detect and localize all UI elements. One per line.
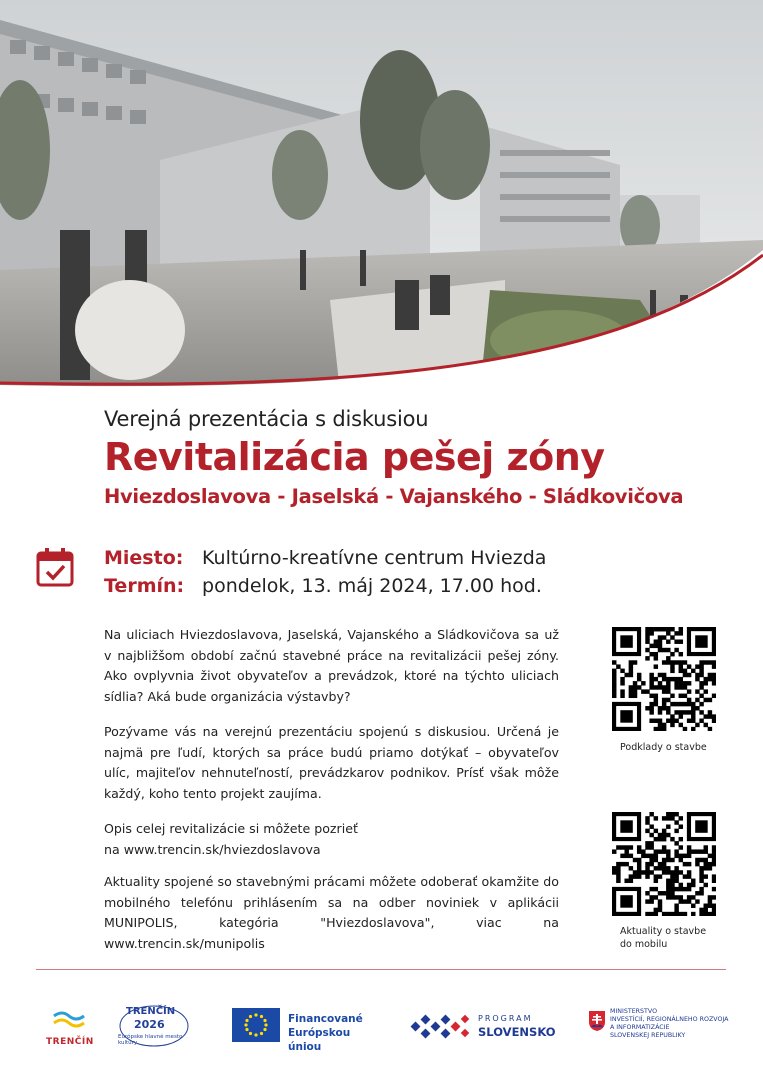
calendar-icon [36,547,76,587]
ministry-line2: INVESTÍCIÍ, REGIONÁLNEHO ROZVOJA [610,1016,729,1023]
qr-caption-mobile [620,925,706,951]
footer-divider [36,969,726,970]
hero-rendering-image [0,0,763,392]
trencin-emblem-icon [46,1008,92,1030]
poster-title: Revitalizácia pešej zóny [104,435,605,479]
paragraph-news: Aktuality spojené so stavebnými prácami môžete odoberať okamžite do mobilného telefónu prihlásením sa na odber noviniek v aplikácii MUNIPOLIS, kategória "Hviezdoslavova", viac na www.trencin.sk/munipolis [104,874,559,951]
paragraph-description [104,819,559,860]
partner-logos [0,1000,763,1060]
eu-line1: Financované [288,1013,363,1025]
qr-caption-line1: Aktuality o stavbe [620,926,707,937]
qr-caption-line2: do mobilu [620,939,668,950]
program-slovensko-emblem-icon [408,1012,472,1042]
place-label: Miesto: [104,547,184,569]
eu-funding-text [288,1012,387,1054]
event-info [104,544,546,600]
paragraph-intro: Na uliciach Hviezdoslavova, Jaselská, Vajanského a Sládkovičova sa už v najbližšom období začnú stavebné práce na revitalizácii pešej zóny. Ako ovplyvnia život obyvateľov a prevádzok, ktoré na týchto uliciach sídlia? Aká bude organizácia výstavby? [104,627,559,704]
slovensko-label: SLOVENSKO [478,1025,556,1039]
eu-line2: Európskou úniou [288,1027,351,1053]
ecoc-city: TRENČÍN [126,1006,176,1017]
program-slovensko-logo [408,1010,568,1044]
ministry-text [610,1008,728,1040]
date-label: Termín: [104,575,185,597]
ministry-line1: MINISTERSTVO [610,1008,658,1015]
eu-flag-icon [232,1008,280,1042]
streets-list: Hviezdoslavova - Jaselská - Vajanského - Sládkovičova [104,485,684,508]
date-value: pondelok, 13. máj 2024, 17.00 hod. [202,575,542,597]
description-text: Opis celej revitalizácie si môžete pozrieť [104,821,358,836]
qr-code-mobile[interactable] [612,812,716,916]
trencin-logo [46,1008,92,1047]
body-text [104,625,559,969]
ecoc-year: 2026 [134,1018,165,1031]
place-value: Kultúrno-kreatívne centrum Hviezda [202,547,547,569]
ministry-line3: A INFORMATIZÁCIE [610,1024,670,1031]
ministry-logo [588,1008,738,1048]
program-label: PROGRAM [478,1014,533,1023]
qr-caption-documents: Podklady o stavbe [620,742,707,753]
poster-header [104,407,744,508]
event-subtitle: Verejná prezentácia s diskusiou [104,407,429,431]
paragraph-invitation: Pozývame vás na verejnú prezentáciu spojenú s diskusiou. Určená je najmä pre ľudí, ktorých sa práce budú priamo dotýkať – obyvateľov ulíc, majiteľov nehnuteľností, prevádzkarov podnikov. Prísť však môže každý, koho tento projekt zaujíma. [104,724,559,801]
qr-code-documents[interactable] [612,627,716,731]
eu-funding-logo [232,1008,387,1053]
place-row [104,544,546,572]
trencin-2026-logo [116,1004,192,1048]
date-row [104,572,546,600]
slovak-coat-of-arms-icon [588,1010,606,1032]
description-link[interactable]: na www.trencin.sk/hviezdoslavova [104,841,321,857]
ecoc-tagline: Európske hlavné mesto kultúry [118,1034,183,1046]
ministry-line4: SLOVENSKEJ REPUBLIKY [610,1032,686,1039]
trencin-wordmark: TRENČÍN [46,1037,94,1047]
